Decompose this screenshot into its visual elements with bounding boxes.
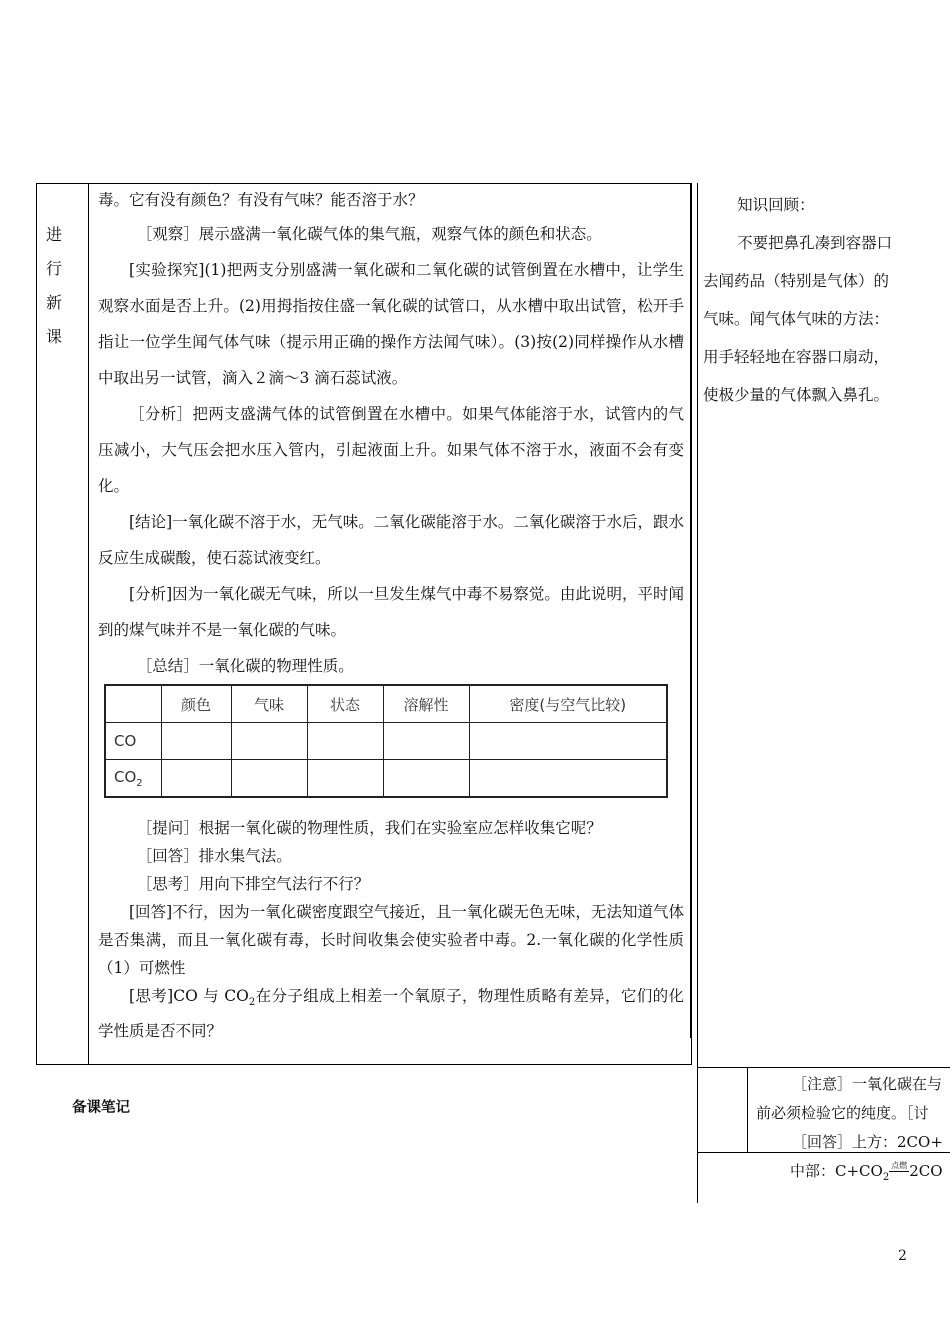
table-cell xyxy=(469,723,667,760)
side-label-char: 课 xyxy=(45,327,62,346)
properties-table xyxy=(104,684,668,796)
table-cell xyxy=(231,723,307,760)
side-label-char: 进 xyxy=(45,225,62,244)
knowledge-review xyxy=(703,186,903,414)
paragraph-analysis-2: [分析]因为一氧化碳无气味，所以一旦发生煤气中毒不易察觉。由此说明，平时闻到的煤气味并不是一氧化碳的气味。 xyxy=(98,585,684,639)
table-cell xyxy=(161,760,231,798)
column-divider xyxy=(88,183,89,1065)
right-column-border xyxy=(697,183,698,1203)
table-row xyxy=(105,723,667,760)
paragraph-conclusion: [结论]一氧化碳不溶于水，无气味。二氧化碳能溶于水。二氧化碳溶于水后，跟水反应生成碳酸，使石蕊试液变红。 xyxy=(98,513,684,567)
lower-line: 前必须检验它的纯度。［讨 xyxy=(756,1104,929,1122)
paragraph-analysis-1: ［分析］把两支盛满气体的试管倒置在水槽中。如果气体能溶于水，试管内的气压减小，大气压会把水压入管内，引起液面上升。如果气体不溶于水，液面不会有变化。 xyxy=(98,405,684,495)
table-cell xyxy=(161,723,231,760)
paragraph-observe: ［观察］展示盛满一氧化碳气体的集气瓶，观察气体的颜色和状态。 xyxy=(136,225,602,243)
notes-title: 备课笔记 xyxy=(72,1100,130,1116)
table-header-cell: 密度(与空气比较) xyxy=(469,685,667,723)
table-cell xyxy=(383,760,469,798)
table-header-cell: 颜色 xyxy=(161,685,231,723)
ignite-condition: 点燃 xyxy=(891,1161,908,1170)
page-number: 2 xyxy=(898,1248,907,1264)
table-header-cell: 溶解性 xyxy=(383,685,469,723)
paragraph-summary: ［总结］一氧化碳的物理性质。 xyxy=(136,657,354,675)
paragraph-answer-1: ［回答］排水集气法。 xyxy=(136,847,292,865)
paragraph-question: ［提问］根据一氧化碳的物理性质，我们在实验室应怎样收集它呢？ xyxy=(136,819,602,837)
table-cell xyxy=(307,723,383,760)
review-title: 知识回顾： xyxy=(737,196,815,214)
table-row-label: CO xyxy=(105,723,161,760)
lower-line: ［回答］上方：2CO+ xyxy=(792,1133,943,1151)
table-header-cell: 状态 xyxy=(307,685,383,723)
lesson-content xyxy=(98,186,684,684)
side-label-char: 新 xyxy=(45,293,62,312)
table-cell xyxy=(231,760,307,798)
table-header-row xyxy=(105,685,667,723)
side-label-char: 行 xyxy=(45,259,62,278)
paragraph-think-2: [思考]CO 与 $CO_2$在分子组成上相差一个氧原子，物理性质略有差异，它们的化学性质是否不同？ xyxy=(98,987,684,1041)
lower-box-divider xyxy=(747,1067,748,1152)
paragraph-intro: 毒。它有没有颜色？有没有气味？能否溶于水？ xyxy=(98,191,424,209)
lower-line: ［注意］一氧化碳在与 xyxy=(792,1075,943,1093)
lower-line: 中部：$C+CO_2$点燃 2CO xyxy=(790,1161,943,1183)
review-body: 不要把鼻孔凑到容器口去闻药品（特别是气体）的气味。闻气体气味的方法：用手轻轻地在容器口扇动，使极少量的气体飘入鼻孔。 xyxy=(703,234,893,404)
table-row-label: $CO_2$ xyxy=(105,760,161,798)
inner-right-divider xyxy=(690,183,691,1038)
table-cell xyxy=(383,723,469,760)
section-label xyxy=(44,218,64,354)
lower-box-top xyxy=(697,1067,950,1068)
table-header-cell xyxy=(105,685,161,723)
table-cell xyxy=(469,760,667,798)
paragraph-experiment: [实验探究](1)把两支分别盛满一氧化碳和二氧化碳的试管倒置在水槽中，让学生观察水面是否上升。(2)用拇指按住盛一氧化碳的试管口，从水槽中取出试管，松开手指让一位学生闻气体气味（提示用正确的操作方法闻气味）。(3)按(2)同样操作从水槽中取出另一试管，滴入２滴～3 滴石蕊试液。 xyxy=(98,261,684,387)
paragraph-think-1: ［思考］用向下排空气法行不行？ xyxy=(136,875,370,893)
lesson-content-continued xyxy=(98,814,684,1045)
table-header-cell: 气味 xyxy=(231,685,307,723)
table-cell xyxy=(307,760,383,798)
paragraph-answer-2: [回答]不行，因为一氧化碳密度跟空气接近，且一氧化碳无色无味，无法知道气体是否集满，而且一氧化碳有毒，长时间收集会使实验者中毒。2.一氧化碳的化学性质（1）可燃性 xyxy=(98,903,684,977)
lower-box-content xyxy=(756,1070,950,1192)
table-row xyxy=(105,760,667,798)
